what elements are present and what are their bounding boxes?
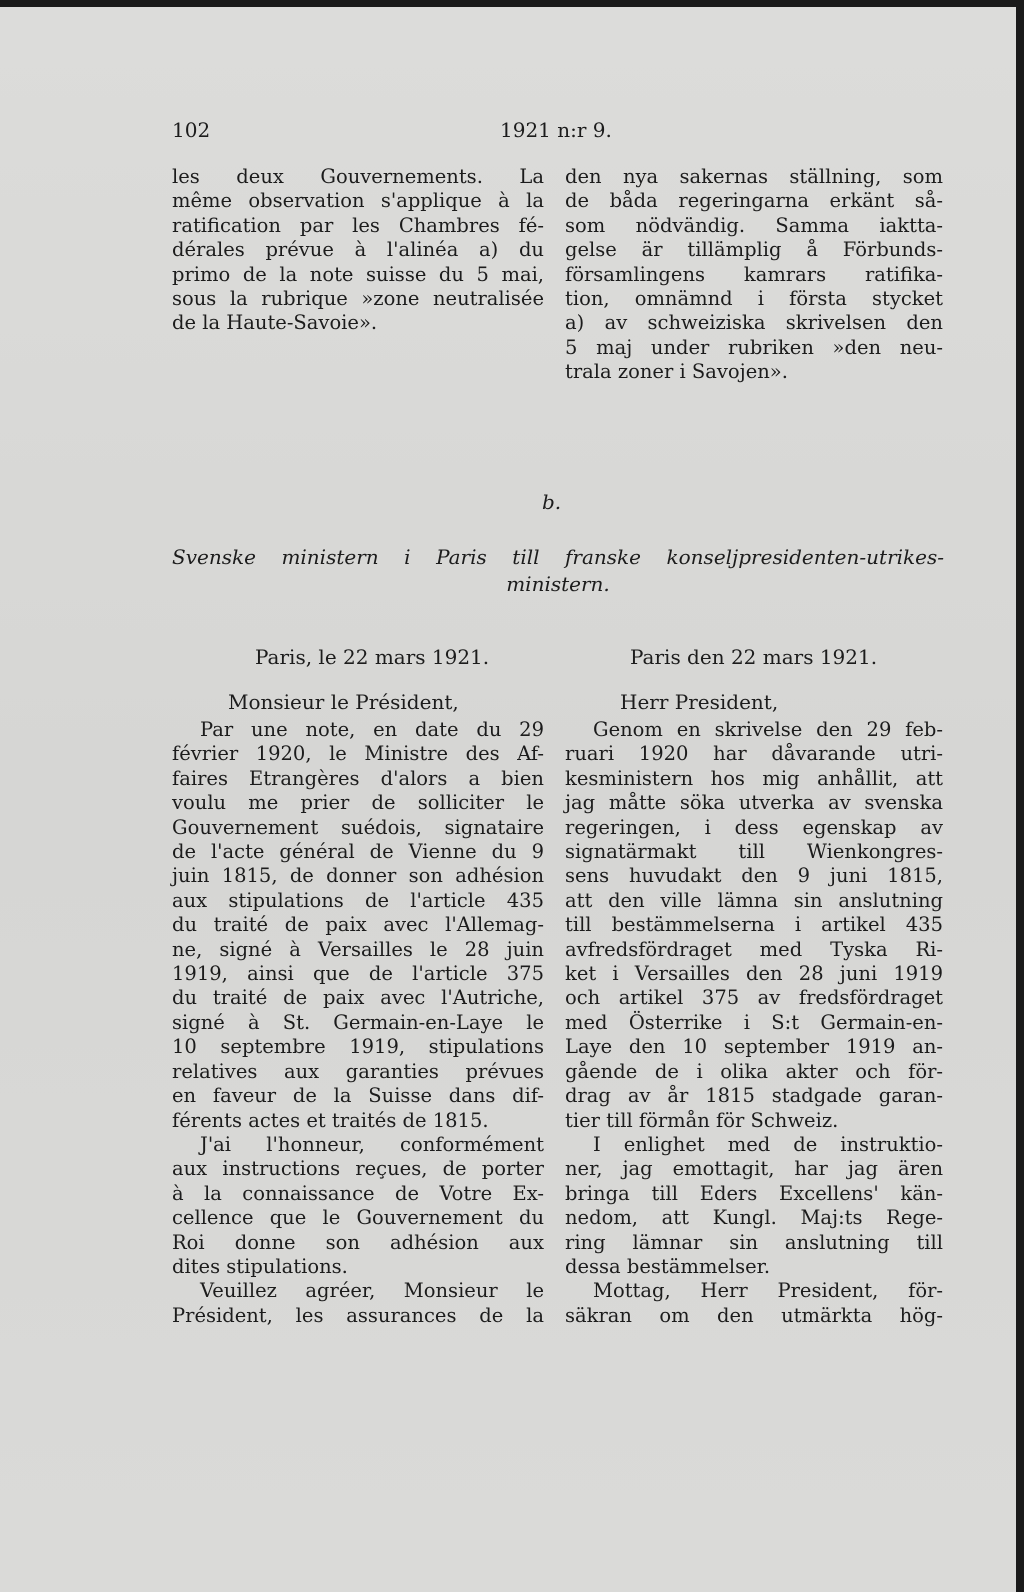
- heading-line: ministern.: [506, 572, 610, 596]
- text-line: Laye den 10 september 1919 an-: [565, 1035, 943, 1059]
- text-line: Par une note, en date du 29: [200, 718, 544, 741]
- swedish-letter-body: [565, 718, 943, 1328]
- text-line: 10 septembre 1919, stipulations: [172, 1035, 544, 1059]
- issue-number: 1921 n:r 9.: [500, 118, 612, 142]
- page-number: 102: [172, 118, 211, 142]
- text-line: Mottag, Herr President, för-: [593, 1279, 943, 1303]
- text-line: den nya sakernas ställning, som: [565, 165, 943, 188]
- text-line: voulu me prier de solliciter le: [172, 791, 544, 815]
- text-line: och artikel 375 av fredsfördraget: [565, 986, 943, 1010]
- text-line: ruari 1920 har dåvarande utri-: [565, 742, 943, 766]
- text-line: ner, jag emottagit, har jag ären: [565, 1157, 943, 1181]
- text-line: Président, les assurances de la: [172, 1303, 544, 1327]
- text-line: aux instructions reçues, de porter: [172, 1157, 544, 1181]
- text-line: faires Etrangères d'alors a bien: [172, 766, 544, 790]
- text-line: I enlighet med de instruktio-: [593, 1132, 943, 1156]
- text-line: säkran om den utmärkta hög-: [565, 1303, 943, 1327]
- text-line: 1919, ainsi que de l'article 375: [172, 962, 544, 986]
- french-date: Paris, le 22 mars 1921.: [255, 645, 490, 669]
- text-line: en faveur de la Suisse dans dif-: [172, 1084, 544, 1108]
- text-line: dites stipulations.: [172, 1254, 348, 1278]
- text-line: 5 maj under rubriken »den neu-: [565, 335, 943, 359]
- heading-line: Svenske ministern i Paris till franske konseljpresidenten-utrikes-: [172, 545, 944, 569]
- text-line: Roi donne son adhésion aux: [172, 1230, 544, 1254]
- text-line: du traité de paix avec l'Autriche,: [172, 986, 544, 1010]
- text-line: ratification par les Chambres fé-: [172, 213, 544, 237]
- text-line: trala zoner i Savojen».: [565, 360, 788, 384]
- text-line: ne, signé à Versailles le 28 juin: [172, 937, 544, 961]
- text-line: les deux Gouvernements. La: [172, 165, 544, 188]
- text-line: aux stipulations de l'article 435: [172, 888, 544, 912]
- text-line: signatärmakt till Wienkongres-: [565, 840, 943, 864]
- text-line: tion, omnämnd i första stycket: [565, 287, 943, 311]
- text-line: jag måtte söka utverka av svenska: [565, 791, 943, 815]
- text-line: a) av schweiziska skrivelsen den: [565, 311, 943, 335]
- section-marker: b.: [542, 490, 562, 514]
- text-line: sens huvudakt den 9 juni 1815,: [565, 864, 943, 888]
- text-line: Genom en skrivelse den 29 feb-: [593, 718, 943, 741]
- scan-border-right: [1016, 0, 1024, 1592]
- text-line: dessa bestämmelser.: [565, 1254, 771, 1278]
- text-line: Gouvernement suédois, signataire: [172, 815, 544, 839]
- swedish-date: Paris den 22 mars 1921.: [630, 645, 878, 669]
- swedish-column-top: [565, 165, 943, 385]
- french-salutation: Monsieur le Président,: [228, 690, 459, 714]
- text-line: drag av år 1815 stadgade garan-: [565, 1084, 943, 1108]
- text-line: à la connaissance de Votre Ex-: [172, 1181, 544, 1205]
- text-line: ring lämnar sin anslutning till: [565, 1230, 943, 1254]
- text-line: gående de i olika akter och för-: [565, 1059, 943, 1083]
- text-line: gelse är tillämplig å Förbunds-: [565, 238, 943, 262]
- text-line: du traité de paix avec l'Allemag-: [172, 913, 544, 937]
- text-line: nedom, att Kungl. Maj:ts Rege-: [565, 1206, 943, 1230]
- text-line: avfredsfördraget med Tyska Ri-: [565, 937, 943, 961]
- text-line: même observation s'applique à la: [172, 189, 544, 213]
- text-line: J'ai l'honneur, conformément: [200, 1132, 544, 1156]
- running-header: [172, 118, 944, 146]
- text-line: de båda regeringarna erkänt så-: [565, 189, 943, 213]
- text-line: församlingens kamrars ratifika-: [565, 262, 943, 286]
- text-line: att den ville lämna sin anslutning: [565, 888, 943, 912]
- french-letter-body: [172, 718, 544, 1328]
- text-line: février 1920, le Ministre des Af-: [172, 742, 544, 766]
- text-line: regeringen, i dess egenskap av: [565, 815, 943, 839]
- scan-border-top: [0, 0, 1024, 7]
- text-line: relatives aux garanties prévues: [172, 1059, 544, 1083]
- text-line: till bestämmelserna i artikel 435: [565, 913, 943, 937]
- text-line: Veuillez agréer, Monsieur le: [200, 1279, 544, 1303]
- text-line: dérales prévue à l'alinéa a) du: [172, 238, 544, 262]
- letter-heading: [172, 544, 944, 598]
- text-line: férents actes et traités de 1815.: [172, 1108, 489, 1132]
- text-line: som nödvändig. Samma iaktta-: [565, 213, 943, 237]
- french-column-top: [172, 165, 544, 336]
- text-line: bringa till Eders Excellens' kän-: [565, 1181, 943, 1205]
- text-line: signé à St. Germain-en-Laye le: [172, 1010, 544, 1034]
- text-line: kesministern hos mig anhållit, att: [565, 766, 943, 790]
- text-line: ket i Versailles den 28 juni 1919: [565, 962, 943, 986]
- text-line: primo de la note suisse du 5 mai,: [172, 262, 544, 286]
- text-line: sous la rubrique »zone neutralisée: [172, 287, 544, 311]
- swedish-salutation: Herr President,: [620, 690, 779, 714]
- text-line: tier till förmån för Schweiz.: [565, 1108, 839, 1132]
- text-line: med Österrike i S:t Germain-en-: [565, 1010, 943, 1034]
- text-line: cellence que le Gouvernement du: [172, 1206, 544, 1230]
- text-line: de l'acte général de Vienne du 9: [172, 840, 544, 864]
- text-line: juin 1815, de donner son adhésion: [172, 864, 544, 888]
- text-line: de la Haute-Savoie».: [172, 311, 378, 335]
